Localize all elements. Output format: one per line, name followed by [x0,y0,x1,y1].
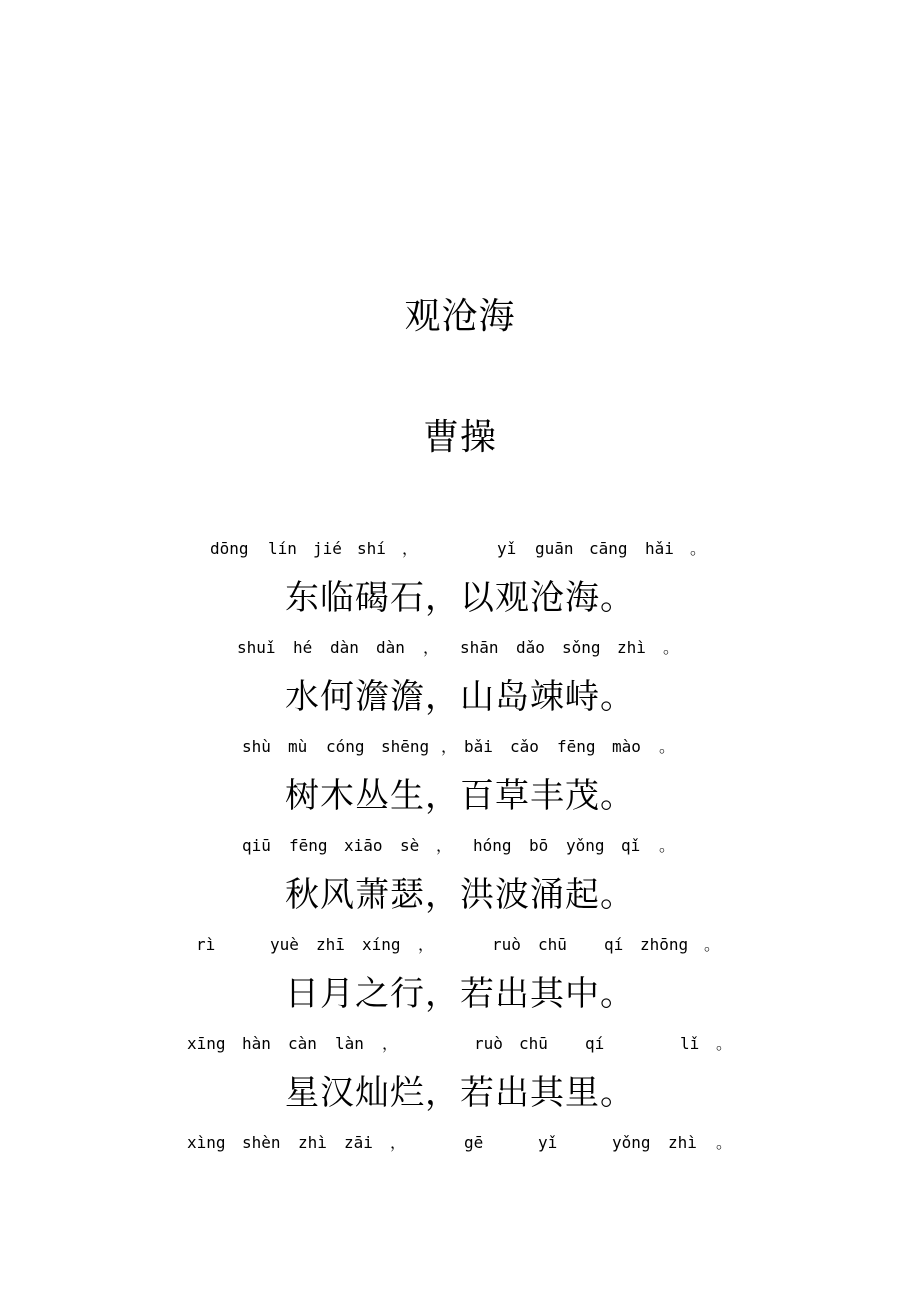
pinyin-syllable: lǐ [680,1034,700,1053]
pinyin-syllable: chū [519,1034,548,1053]
pinyin-syllable: ， [382,1034,399,1053]
pinyin-line [0,636,920,660]
pinyin-syllable: hóng [473,836,512,855]
pinyin-syllable: ruò [474,1034,503,1053]
poem-line: 东临碣石，以观沧海。 [285,578,635,618]
pinyin-syllable: bǎi [464,737,493,756]
pinyin-syllable: zhì [668,1133,697,1152]
poem-title: 观沧海 [404,296,516,337]
pinyin-syllable: mù [288,737,308,756]
pinyin-syllable: 。 [704,935,721,954]
pinyin-syllable: ruò [492,935,521,954]
pinyin-syllable: shí [357,539,386,558]
pinyin-syllable: xíng [362,935,401,954]
pinyin-syllable: lín [268,539,297,558]
pinyin-syllable: yǐ [497,539,517,558]
pinyin-syllable: qiū [242,836,271,855]
pinyin-syllable: ， [402,539,419,558]
pinyin-syllable: cóng [326,737,365,756]
pinyin-syllable: hǎi [645,539,674,558]
pinyin-syllable: 。 [690,539,707,558]
pinyin-syllable: shù [242,737,271,756]
pinyin-syllable: zhì [617,638,646,657]
pinyin-syllable: yuè [270,935,299,954]
pinyin-syllable: hé [293,638,313,657]
pinyin-line [0,1032,920,1056]
pinyin-line [0,1131,920,1155]
pinyin-syllable: 。 [716,1133,733,1152]
pinyin-syllable: cāng [589,539,628,558]
pinyin-syllable: guān [535,539,574,558]
pinyin-syllable: yǒng [612,1133,651,1152]
pinyin-syllable: xīng [187,1034,226,1053]
pinyin-syllable: 。 [716,1034,733,1053]
poem-line: 树木丛生，百草丰茂。 [285,776,635,816]
pinyin-syllable: zāi [344,1133,373,1152]
pinyin-syllable: cǎo [510,737,539,756]
pinyin-syllable: qǐ [621,836,641,855]
pinyin-syllable: qí [585,1034,605,1053]
pinyin-syllable: shān [460,638,499,657]
pinyin-syllable: fēng [289,836,328,855]
pinyin-syllable: dǎo [516,638,545,657]
pinyin-syllable: 。 [659,836,676,855]
pinyin-syllable: 。 [663,638,680,657]
pinyin-syllable: zhì [298,1133,327,1152]
poem-line: 水何澹澹，山岛竦峙。 [285,677,635,717]
pinyin-syllable: 。 [659,737,676,756]
pinyin-syllable: mào [612,737,641,756]
pinyin-syllable: ， [441,737,458,756]
pinyin-syllable: ， [423,638,440,657]
poem-author: 曹操 [422,417,497,458]
pinyin-syllable: jié [313,539,342,558]
pinyin-syllable: yǐ [538,1133,558,1152]
pinyin-syllable: yǒng [566,836,605,855]
pinyin-syllable: zhōng [640,935,689,954]
pinyin-syllable: hàn [242,1034,271,1053]
pinyin-syllable: shèn [242,1133,281,1152]
poem-line: 日月之行，若出其中。 [285,974,635,1014]
pinyin-line [0,537,920,561]
pinyin-syllable: dōng [210,539,249,558]
pinyin-syllable: zhī [316,935,345,954]
pinyin-syllable: dàn [376,638,405,657]
pinyin-syllable: rì [196,935,216,954]
pinyin-syllable: sǒng [562,638,601,657]
pinyin-syllable: xìng [187,1133,226,1152]
pinyin-syllable: qí [604,935,624,954]
pinyin-syllable: chū [538,935,567,954]
poem-line: 秋风萧瑟，洪波涌起。 [285,875,635,915]
pinyin-syllable: bō [529,836,549,855]
pinyin-line [0,735,920,759]
pinyin-syllable: gē [464,1133,484,1152]
pinyin-syllable: làn [335,1034,364,1053]
pinyin-syllable: ， [390,1133,407,1152]
pinyin-syllable: ， [436,836,453,855]
pinyin-line [0,933,920,957]
poem-line: 星汉灿烂，若出其里。 [285,1073,635,1113]
pinyin-syllable: xiāo [344,836,383,855]
pinyin-syllable: càn [288,1034,317,1053]
pinyin-syllable: shēng [381,737,430,756]
pinyin-syllable: sè [400,836,420,855]
pinyin-line [0,834,920,858]
pinyin-syllable: dàn [330,638,359,657]
pinyin-syllable: ， [418,935,435,954]
pinyin-syllable: shuǐ [237,638,276,657]
pinyin-syllable: fēng [557,737,596,756]
